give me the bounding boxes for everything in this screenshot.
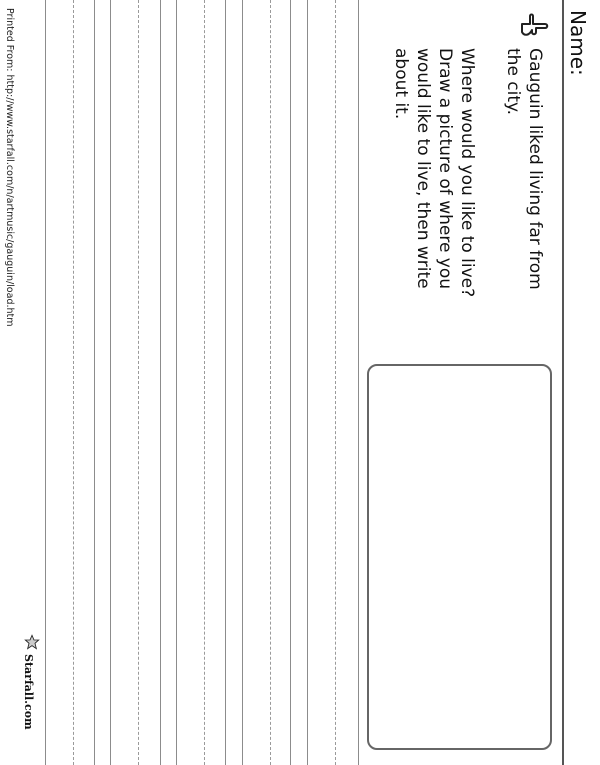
name-label: Name:	[566, 10, 590, 76]
prompt-text	[502, 48, 546, 290]
writing-line	[242, 0, 243, 765]
question-text	[390, 48, 478, 297]
question-line: Draw a picture of where you	[435, 48, 455, 290]
writing-line	[307, 0, 308, 765]
prompt-line: Gauguin liked living far from	[525, 48, 545, 290]
drawing-area[interactable]	[367, 364, 552, 750]
writing-line	[94, 0, 95, 765]
question-line: would like to live, then write	[413, 48, 433, 289]
guide-dashed-line	[204, 0, 205, 765]
guide-dashed-line	[73, 0, 74, 765]
question-line: Where would you like to live?	[457, 48, 477, 298]
writing-line	[290, 0, 291, 765]
prompt-line: the city.	[503, 48, 523, 116]
writing-line	[160, 0, 161, 765]
writing-line	[176, 0, 177, 765]
question-line: about it.	[391, 48, 411, 120]
guide-dashed-line	[270, 0, 271, 765]
star-icon	[24, 634, 40, 650]
printed-from-text: Printed From: http://www.starfall.com/n/artmusic/gauguin/load.htm	[4, 8, 15, 327]
top-divider-line	[562, 0, 564, 765]
guide-dashed-line	[138, 0, 139, 765]
pointing-hand-icon	[518, 10, 552, 40]
writing-line	[358, 0, 359, 765]
writing-line	[110, 0, 111, 765]
starfall-brand: Starfall.com	[22, 654, 35, 730]
guide-dashed-line	[335, 0, 336, 765]
writing-line	[225, 0, 226, 765]
writing-line	[45, 0, 46, 765]
